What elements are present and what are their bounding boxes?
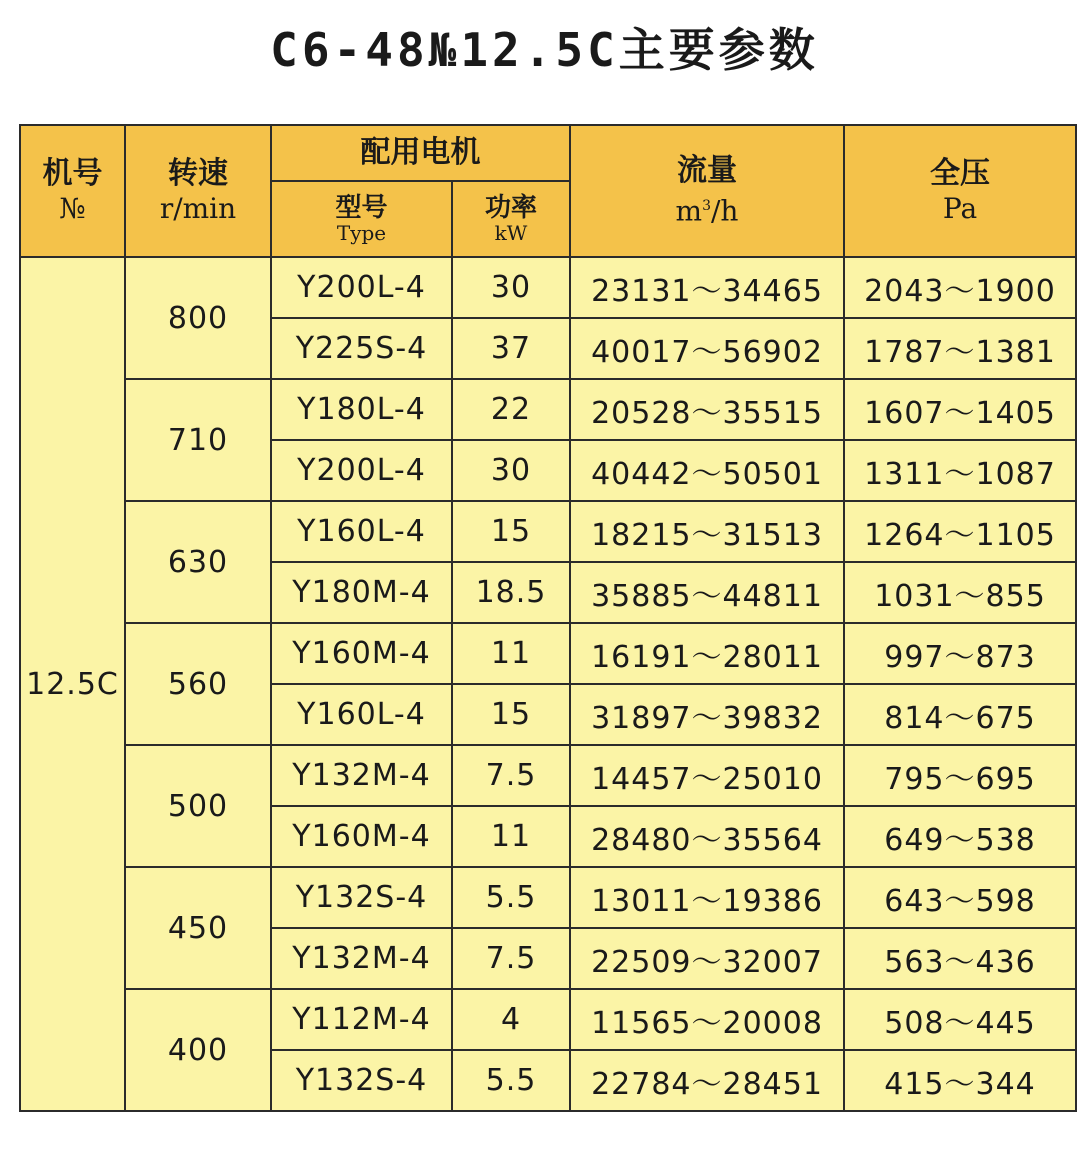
- header-speed-unit: r/min: [159, 192, 237, 225]
- header-motor-power: [452, 181, 570, 257]
- header-motor-type-label: 型号: [335, 193, 388, 223]
- type-cell: Y132S-4: [271, 1050, 452, 1111]
- type-cell: Y180M-4: [271, 562, 452, 623]
- power-cell: 22: [452, 379, 570, 440]
- power-cell: 11: [452, 806, 570, 867]
- header-motor-type: [271, 181, 452, 257]
- header-motor-type-unit: Type: [336, 221, 387, 245]
- type-cell: Y160M-4: [271, 623, 452, 684]
- speed-cell: 630: [125, 501, 271, 623]
- header-flow-label: 流量: [677, 153, 737, 189]
- type-cell: Y160L-4: [271, 501, 452, 562]
- flow-cell: 18215～31513: [570, 501, 844, 562]
- pressure-cell: 1311～1087: [844, 440, 1076, 501]
- speed-cell: 710: [125, 379, 271, 501]
- flow-cell: 22509～32007: [570, 928, 844, 989]
- header-flow: [570, 125, 844, 257]
- flow-cell: 23131～34465: [570, 257, 844, 318]
- table-row: [20, 989, 1076, 1050]
- header-pressure-label: 全压: [930, 156, 990, 191]
- power-cell: 11: [452, 623, 570, 684]
- pressure-cell: 415～344: [844, 1050, 1076, 1111]
- power-cell: 30: [452, 257, 570, 318]
- flow-cell: 40442～50501: [570, 440, 844, 501]
- pressure-cell: 563～436: [844, 928, 1076, 989]
- pressure-cell: 1787～1381: [844, 318, 1076, 379]
- flow-cell: 31897～39832: [570, 684, 844, 745]
- header-motor-group-label: 配用电机: [360, 135, 481, 170]
- pressure-cell: 649～538: [844, 806, 1076, 867]
- pressure-cell: 1264～1105: [844, 501, 1076, 562]
- flow-cell: 40017～56902: [570, 318, 844, 379]
- type-cell: Y132M-4: [271, 745, 452, 806]
- flow-cell: 13011～19386: [570, 867, 844, 928]
- speed-cell: 560: [125, 623, 271, 745]
- speed-cell: 500: [125, 745, 271, 867]
- flow-cell: 35885～44811: [570, 562, 844, 623]
- table-row: [20, 501, 1076, 562]
- type-cell: Y200L-4: [271, 440, 452, 501]
- power-cell: 30: [452, 440, 570, 501]
- speed-cell: 800: [125, 257, 271, 379]
- type-cell: Y160M-4: [271, 806, 452, 867]
- power-cell: 15: [452, 501, 570, 562]
- table-row: [20, 745, 1076, 806]
- pressure-cell: 2043～1900: [844, 257, 1076, 318]
- pressure-cell: 508～445: [844, 989, 1076, 1050]
- speed-cell: 400: [125, 989, 271, 1111]
- type-cell: Y132S-4: [271, 867, 452, 928]
- type-cell: Y180L-4: [271, 379, 452, 440]
- power-cell: 5.5: [452, 1050, 570, 1111]
- table-body: [20, 257, 1076, 1111]
- header-motor-group: [271, 125, 570, 181]
- flow-cell: 16191～28011: [570, 623, 844, 684]
- type-cell: Y225S-4: [271, 318, 452, 379]
- header-model-no: [20, 125, 125, 257]
- parameters-table: [19, 124, 1077, 1112]
- header-model-no-label: 机号: [42, 156, 103, 191]
- power-cell: 15: [452, 684, 570, 745]
- type-cell: Y112M-4: [271, 989, 452, 1050]
- type-cell: Y160L-4: [271, 684, 452, 745]
- flow-cell: 22784～28451: [570, 1050, 844, 1111]
- table-row: [20, 867, 1076, 928]
- page-title: C6-48№12.5C主要参数: [270, 23, 819, 77]
- power-cell: 5.5: [452, 867, 570, 928]
- flow-cell: 20528～35515: [570, 379, 844, 440]
- type-cell: Y132M-4: [271, 928, 452, 989]
- table-row: [20, 623, 1076, 684]
- flow-cell: 11565～20008: [570, 989, 844, 1050]
- flow-cell: 14457～25010: [570, 745, 844, 806]
- header-speed: [125, 125, 271, 257]
- header-motor-power-label: 功率: [484, 193, 537, 223]
- pressure-cell: 643～598: [844, 867, 1076, 928]
- power-cell: 18.5: [452, 562, 570, 623]
- header-motor-power-unit: kW: [494, 221, 528, 245]
- model-no-cell: 12.5C: [20, 257, 125, 1111]
- header-speed-label: 转速: [168, 156, 228, 191]
- pressure-cell: 1031～855: [844, 562, 1076, 623]
- power-cell: 37: [452, 318, 570, 379]
- table-row: [20, 379, 1076, 440]
- header-pressure: [844, 125, 1076, 257]
- pressure-cell: 814～675: [844, 684, 1076, 745]
- table-row: [20, 257, 1076, 318]
- power-cell: 7.5: [452, 745, 570, 806]
- speed-cell: 450: [125, 867, 271, 989]
- pressure-cell: 795～695: [844, 745, 1076, 806]
- flow-cell: 28480～35564: [570, 806, 844, 867]
- pressure-cell: 1607～1405: [844, 379, 1076, 440]
- header-flow-unit: $m^3/h$: [675, 194, 739, 228]
- power-cell: 7.5: [452, 928, 570, 989]
- header-model-no-unit: №: [59, 192, 86, 225]
- power-cell: 4: [452, 989, 570, 1050]
- pressure-cell: 997～873: [844, 623, 1076, 684]
- type-cell: Y200L-4: [271, 257, 452, 318]
- header-pressure-unit: Pa: [942, 192, 978, 225]
